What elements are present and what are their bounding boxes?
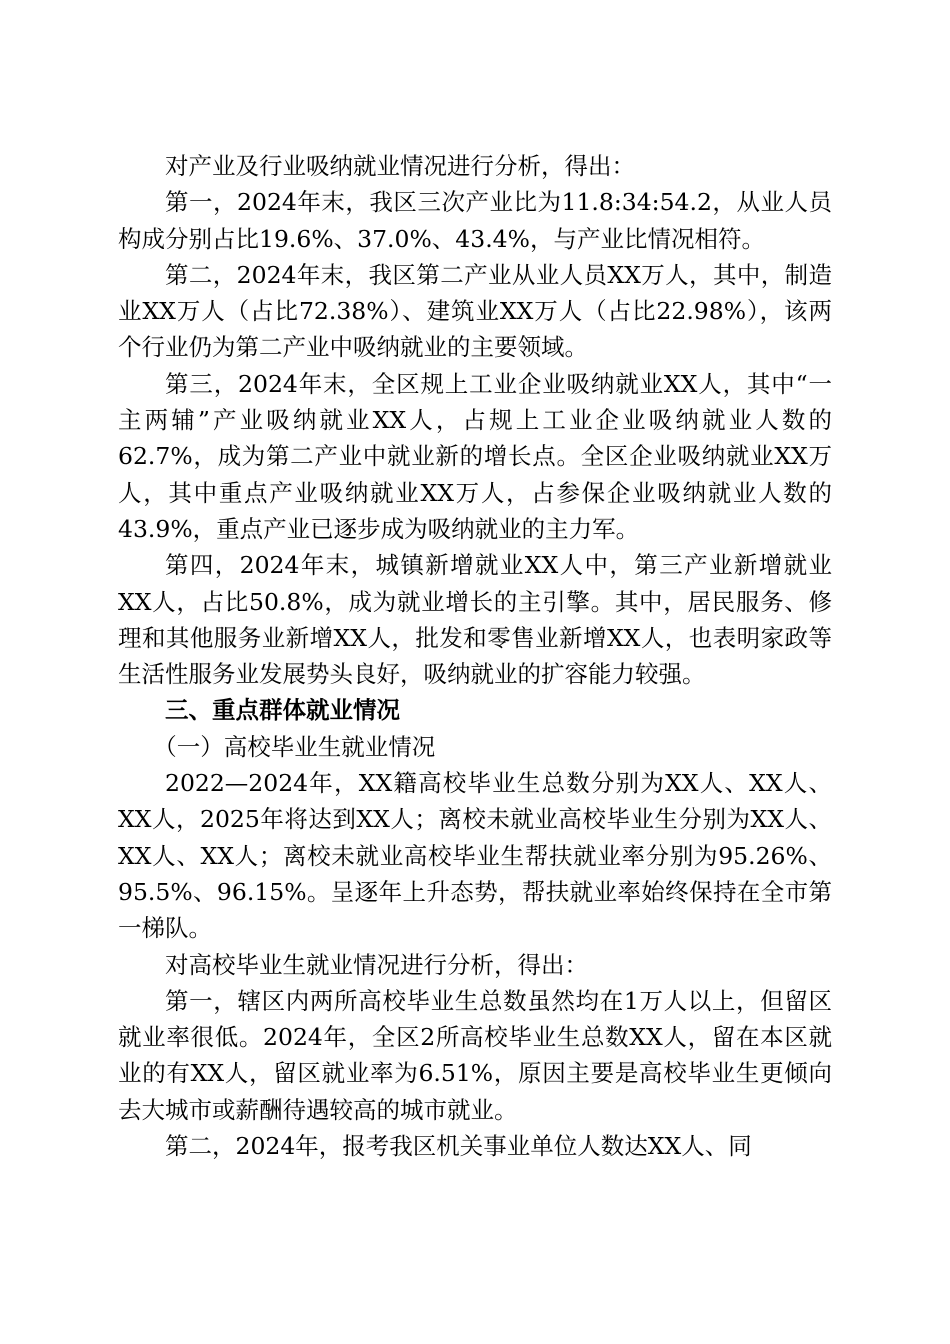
paragraph-graduates-intro: 对高校毕业生就业情况进行分析，得出： [165,950,588,979]
paragraph-graduates-stats: 2022—2024年，XX籍高校毕业生总数分别为XX人、XX人、XX人，2025年将达到XX人；离校未就业高校毕业生分别为XX人、XX人、XX人；离校未就业高校毕业生帮扶就业率分别为95.26%、95.5%、96.15%。呈逐年上升态势，帮扶就业率始终保持在全市第一梯队。 [118,769,832,943]
paragraph-graduates-second: 第二，2024年，报考我区机关事业单位人数达XX人、同 [165,1132,752,1161]
paragraph-second: 第二，2024年末，我区第二产业从业人员XX万人，其中，制造业XX万人（占比72.38%）、建筑业XX万人（占比22.98%），该两个行业仍为第二产业中吸纳就业的主要领域。 [118,260,832,362]
section-heading: 三、重点群体就业情况 [165,696,400,725]
paragraph-first: 第一，2024年末，我区三次产业比为11.8:34:54.2，从业人员构成分别占比19.6%、37.0%、43.4%，与产业比情况相符。 [118,188,832,253]
paragraph-intro: 对产业及行业吸纳就业情况进行分析，得出： [165,152,635,180]
paragraph-fourth: 第四，2024年末，城镇新增就业XX人中，第三产业新增就业XX人，占比50.8%，成为就业增长的主引擎。其中，居民服务、修理和其他服务业新增XX人，批发和零售业新增XX人，也表明家政等生活性服务业发展势头良好，吸纳就业的扩容能力较强。 [118,551,832,689]
paragraph-third: 第三，2024年末，全区规上工业企业吸纳就业XX人，其中“一主两辅”产业吸纳就业XX人，占规上工业企业吸纳就业人数的62.7%，成为第二产业中就业新的增长点。全区企业吸纳就业XX万人，其中重点产业吸纳就业XX万人，占参保企业吸纳就业人数的43.9%，重点产业已逐步成为吸纳就业的主力军。 [118,369,832,543]
document-page [118,148,832,1164]
subsection-heading: （一）高校毕业生就业情况 [153,732,436,761]
paragraph-graduates-first: 第一，辖区内两所高校毕业生总数虽然均在1万人以上，但留区就业率很低。2024年，全区2所高校毕业生总数XX人，留在本区就业的有XX人，留区就业率为6.51%，原因主要是高校毕业生更倾向去大城市或薪酬待遇较高的城市就业。 [118,986,832,1124]
